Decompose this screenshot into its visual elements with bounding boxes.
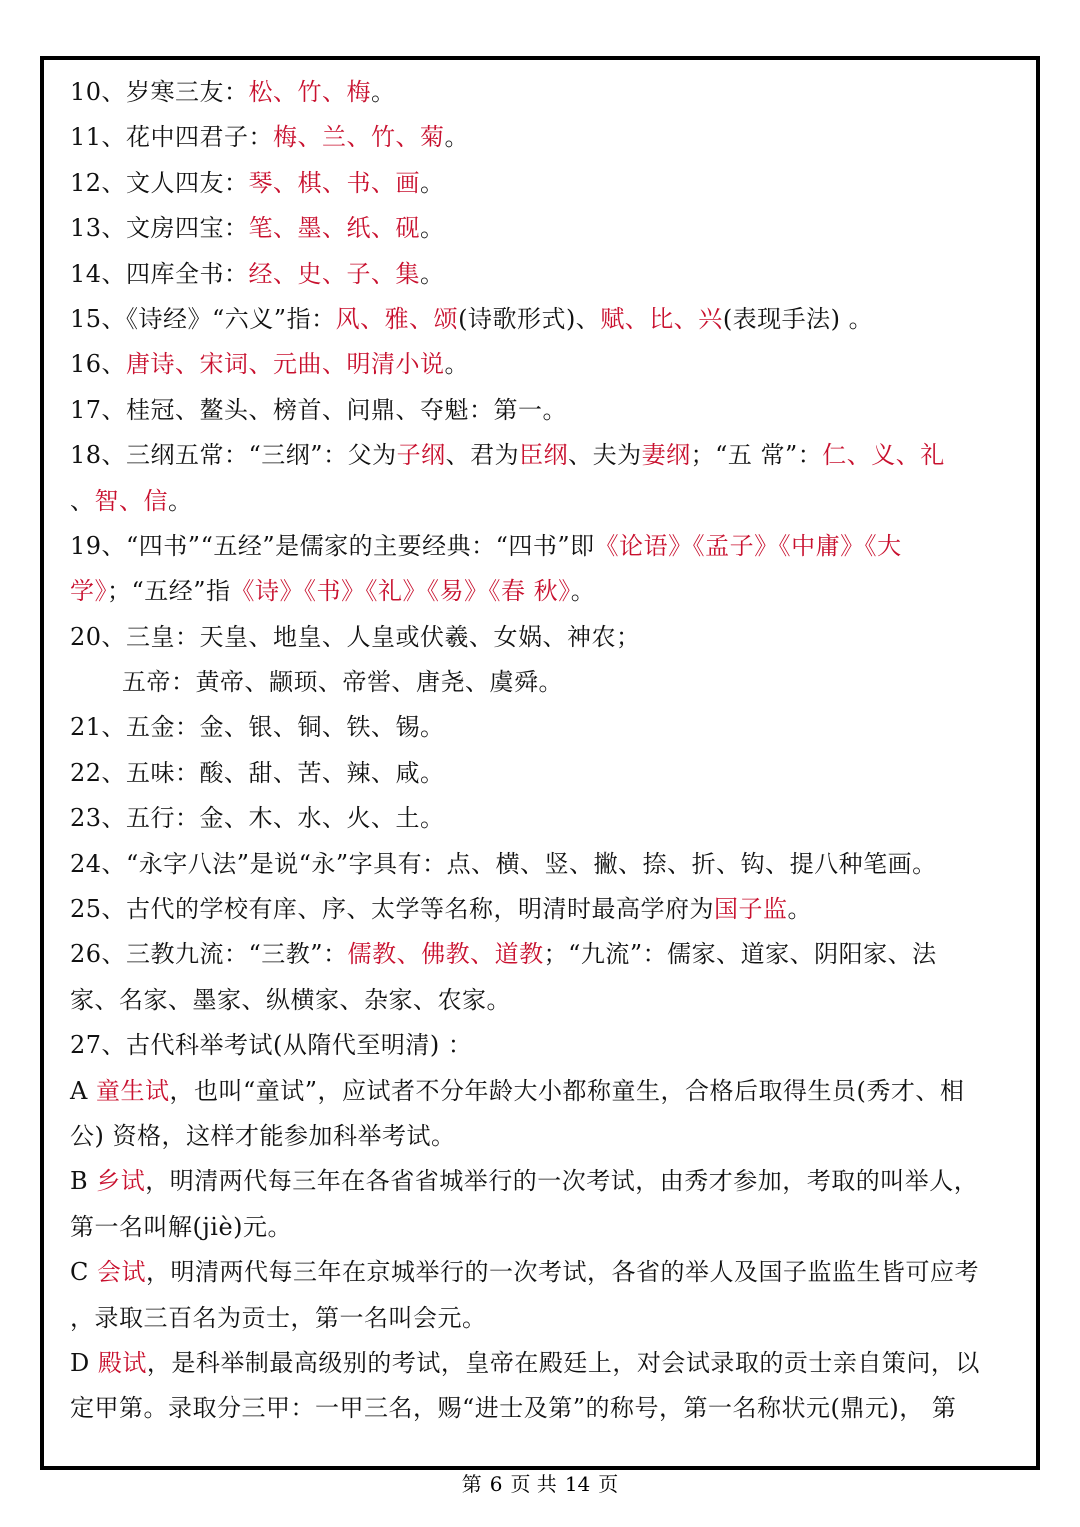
line-text: 。: [420, 259, 445, 288]
text-line: [70, 796, 1030, 841]
text-line: [70, 615, 1030, 660]
highlighted-term: 殿试: [97, 1348, 147, 1377]
line-text: 21、五金：金、银、铜、铁、锡。: [70, 713, 445, 742]
line-text: 。: [787, 895, 813, 924]
text-line: [70, 433, 1030, 478]
text-line: [70, 887, 1030, 932]
highlighted-term: 国子监: [714, 895, 788, 924]
line-text: 家、名家、墨家、纵横家、杂家、农家。: [70, 985, 511, 1014]
line-text: ，是科举制最高级别的考试，皇帝在殿廷上，对会试录取的贡士亲自策问，以: [146, 1348, 980, 1377]
line-text: 定甲第。录取分三甲：一甲三名，赐“进士及第”的称号，第一名称状元(鼎元)， 第: [70, 1394, 957, 1423]
text-line: [70, 660, 1030, 705]
highlighted-term: 妻纲: [641, 441, 691, 470]
text-line: [70, 1159, 1030, 1204]
line-text: 25、古代的学校有庠、序、太学等名称，明清时最高学府为: [70, 895, 715, 924]
text-line: [70, 1205, 1030, 1250]
line-text: 20、三皇：天皇、地皇、人皇或伏羲、女娲、神农；: [70, 622, 641, 651]
line-text: D: [70, 1348, 98, 1377]
highlighted-term: 会试: [97, 1258, 146, 1287]
text-line: [70, 705, 1030, 750]
highlighted-term: 子纲: [396, 441, 446, 470]
text-line: [70, 388, 1030, 433]
text-line: [70, 569, 1030, 614]
line-text: 16、: [70, 350, 127, 379]
text-line: [70, 1114, 1030, 1159]
line-text: 12、文人四友：: [70, 168, 249, 197]
highlighted-term: 经、史、子、集: [248, 259, 421, 288]
text-line: [70, 297, 1030, 342]
highlighted-term: 仁、义、礼: [822, 441, 945, 470]
text-line: [70, 252, 1030, 297]
line-text: 10、岁寒三友：: [70, 78, 249, 106]
footer-suffix: 页: [598, 1472, 619, 1496]
text-line: [70, 751, 1030, 796]
line-text: ，录取三百名为贡士，第一名叫会元。: [70, 1303, 487, 1332]
line-text: 24、“永字八法”是说“永”字具有：点、横、竖、撇、捺、折、钩、提八种笔画。: [70, 849, 937, 878]
line-text: ，也叫“童试”，应试者不分年龄大小都称童生，合格后取得生员(秀才、相: [169, 1076, 965, 1105]
highlighted-term: 乡试: [96, 1167, 146, 1196]
line-text: 14、四库全书：: [70, 259, 249, 288]
footer-current-page: 6: [489, 1472, 503, 1496]
highlighted-term: 唐诗、宋词、元曲、明清小说: [126, 350, 445, 379]
line-text: 、君为: [445, 441, 520, 470]
highlighted-term: 琴、棋、书、画: [248, 168, 421, 197]
line-text: 22、五味：酸、甜、苦、辣、咸。: [70, 758, 445, 787]
line-text: 23、五行：金、木、水、火、土。: [70, 804, 445, 833]
line-text: (诗歌形式)、: [458, 304, 601, 333]
text-line: [70, 1386, 1030, 1431]
line-text: 第一名叫解(jiè)元。: [70, 1212, 293, 1241]
footer-middle: 页 共: [510, 1472, 557, 1496]
footer-prefix: 第: [461, 1472, 482, 1496]
document-body: [70, 70, 1030, 1432]
text-line: [70, 1023, 1030, 1068]
text-line: [70, 1296, 1030, 1341]
line-text: 。: [168, 486, 193, 515]
highlighted-term: 赋、比、兴: [600, 304, 723, 333]
line-text: 17、桂冠、鳌头、榜首、问鼎、夺魁：第一。: [70, 395, 568, 424]
line-text: 。: [570, 577, 596, 606]
text-line: [70, 932, 1030, 977]
text-line: [70, 342, 1030, 387]
text-line: [70, 479, 1030, 524]
line-text: 。: [420, 214, 445, 243]
highlighted-term: 风、雅、颂: [335, 304, 459, 333]
line-text: 11、花中四君子：: [70, 123, 274, 152]
line-text: ；“九流”：儒家、道家、阴阳家、法: [543, 940, 937, 969]
highlighted-term: 儒教、佛教、道教: [347, 940, 544, 969]
line-text: 18、三纲五常：“三纲”：父为: [70, 441, 397, 470]
highlighted-term: 童生试: [95, 1076, 170, 1105]
line-text: C: [70, 1258, 97, 1287]
line-text: ；“五经”指: [107, 577, 231, 606]
highlighted-term: 梅、兰、竹、菊: [273, 123, 445, 152]
line-text: ，明清两代每三年在京城举行的一次考试，各省的举人及国子监监生皆可应考: [146, 1258, 979, 1287]
text-line: [70, 842, 1030, 887]
highlighted-term: 智、信: [94, 486, 168, 515]
line-text: 公) 资格，这样才能参加科举考试。: [70, 1121, 456, 1150]
text-line: [70, 1341, 1030, 1386]
page-footer: [0, 1468, 1080, 1497]
line-text: 、: [70, 486, 95, 515]
footer-total-pages: 14: [564, 1472, 591, 1496]
text-line: [70, 161, 1030, 206]
line-text: 13、文房四宝：: [70, 214, 249, 243]
text-line: [70, 115, 1030, 160]
line-text: 。: [444, 123, 470, 152]
line-text: B: [70, 1167, 97, 1196]
line-text: A: [70, 1076, 96, 1105]
highlighted-term: 松、竹、梅: [248, 78, 372, 106]
text-line: [70, 1250, 1030, 1295]
text-line: [70, 1069, 1030, 1114]
line-text: 15、《诗经》“六义”指：: [70, 304, 336, 333]
text-line: [70, 70, 1030, 115]
line-text: ，明清两代每三年在各省省城举行的一次考试，由秀才参加，考取的叫举人，: [145, 1167, 979, 1196]
line-text: 。: [371, 78, 396, 106]
highlighted-term: 《诗》《书》《礼》《易》《春 秋》: [230, 577, 571, 606]
text-line: [70, 206, 1030, 251]
highlighted-term: 臣纲: [519, 441, 569, 470]
line-text: 。: [444, 350, 470, 379]
line-text: 26、三教九流：“三教”：: [70, 940, 348, 969]
line-text: 。: [420, 168, 445, 197]
highlighted-term: 学》: [70, 577, 107, 606]
text-line: [70, 978, 1030, 1023]
line-text: (表现手法) 。: [722, 304, 874, 333]
line-text: 19、“四书”“五经”是儒家的主要经典：“四书”即: [70, 531, 595, 560]
highlighted-term: 笔、墨、纸、砚: [248, 214, 421, 243]
line-text: 五帝：黄帝、颛顼、帝喾、唐尧、虞舜。: [122, 668, 563, 697]
highlighted-term: 《论语》《孟子》《中庸》《大: [594, 531, 902, 560]
line-text: ；“五 常”：: [690, 441, 823, 470]
line-text: 27、古代科举考试(从隋代至明清) ：: [70, 1031, 473, 1060]
line-text: 、夫为: [568, 441, 642, 470]
text-line: [70, 524, 1030, 569]
